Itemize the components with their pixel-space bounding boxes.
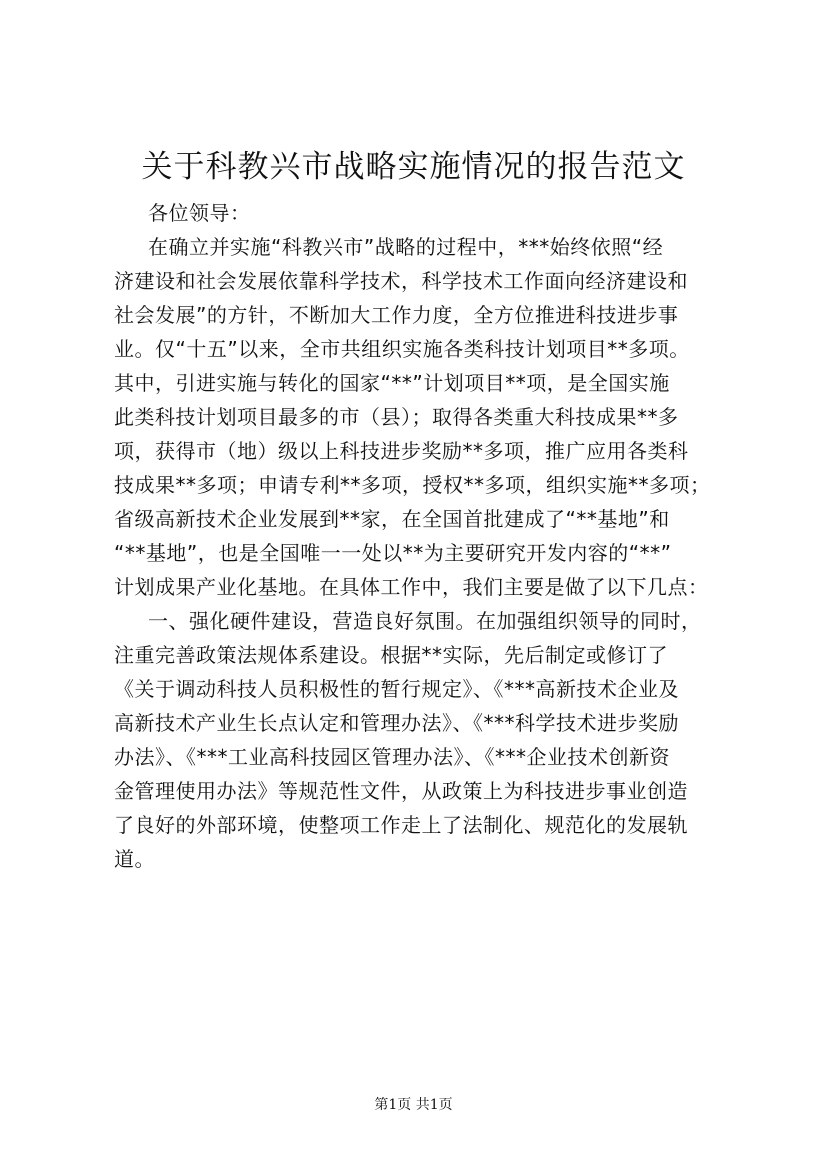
paragraph-2-line: 一、强化硬件建设，营造良好氛围。在加强组织领导的同时， [148,609,702,633]
paragraph-1-line: 计划成果产业化基地。在具体工作中，我们主要是做了以下几点： [114,575,709,599]
salutation: 各位领导： [148,201,251,225]
paragraph-1-line: “**基地”，也是全国唯一一处以**为主要研究开发内容的“**” [114,541,672,565]
paragraph-2-line: 高新技术产业生长点认定和管理办法》、《***科学技术进步奖励 [114,711,679,735]
paragraph-2-line: 《关于调动科技人员积极性的暂行规定》、《***高新技术企业及 [114,677,679,701]
paragraph-1-line: 项，获得市（地）级以上科技进步奖励**多项，推广应用各类科 [114,439,689,463]
paragraph-2-line: 了良好的外部环境，使整项工作走上了法制化、规范化的发展轨 [114,813,688,837]
paragraph-1-line: 社会发展”的方针，不断加大工作力度，全方位推进科技进步事 [114,303,679,327]
paragraph-1-line: 济建设和社会发展依靠科学技术，科学技术工作面向经济建设和 [114,269,688,293]
paragraph-1-line: 业。仅“十五”以来，全市共组织实施各类科技计划项目**多项。 [114,337,690,361]
paragraph-1-line: 其中，引进实施与转化的国家“**”计划项目**项，是全国实施 [114,371,670,395]
paragraph-1-line: 在确立并实施“科教兴市”战略的过程中，***始终依照“经 [148,235,664,259]
paragraph-1-line: 技成果**多项；申请专利**多项，授权**多项，组织实施**多项； [114,473,711,497]
document-title: 关于科教兴市战略实施情况的报告范文 [141,149,686,185]
paragraph-2-line: 金管理使用办法》等规范性文件，从政策上为科技进步事业创造 [114,779,688,803]
page-footer: 第1页 共1页 [374,1097,453,1113]
paragraph-2-line: 注重完善政策法规体系建设。根据**实际，先后制定或修订了 [114,643,668,667]
document-body [114,196,726,876]
paragraph-1-line: 省级高新技术企业发展到**家，在全国首批建成了“**基地”和 [114,507,670,531]
paragraph-1-line: 此类科技计划项目最多的市（县）；取得各类重大科技成果**多 [114,405,679,429]
paragraph-2-line: 道。 [114,847,155,871]
paragraph-2-line: 办法》、《***工业高科技园区管理办法》、《***企业技术创新资 [114,745,670,769]
